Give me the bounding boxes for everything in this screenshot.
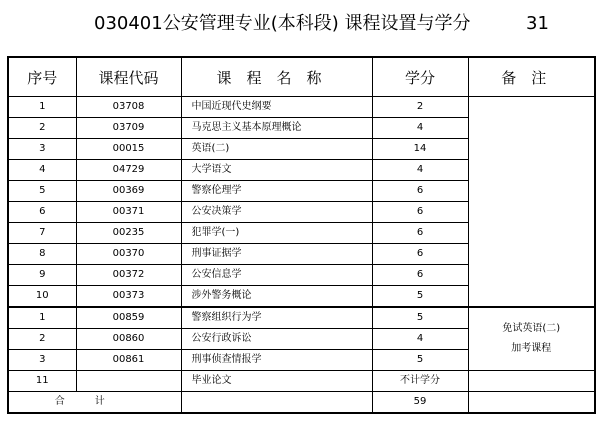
course-credits: 5: [372, 286, 468, 308]
course-code: 00859: [76, 307, 181, 329]
course-credits: 6: [372, 244, 468, 265]
course-code: 00371: [76, 202, 181, 223]
course-credits: 5: [372, 350, 468, 371]
column-header-name: 课程名称: [181, 57, 372, 97]
course-credits: 不计学分: [372, 371, 468, 392]
table-row: [8, 97, 595, 118]
course-credits: 6: [372, 223, 468, 244]
course-name: 大学语文: [181, 160, 372, 181]
course-code: [76, 371, 181, 392]
remarks-cell: [468, 371, 595, 392]
course-credits: 4: [372, 118, 468, 139]
course-code: 00015: [76, 139, 181, 160]
course-code: 00860: [76, 329, 181, 350]
course-code: 00861: [76, 350, 181, 371]
column-header-remarks: 备注: [468, 57, 595, 97]
course-credits: 6: [372, 181, 468, 202]
row-number: 1: [8, 307, 76, 329]
document-title: 030401公安管理专业(本科段) 课程设置与学分: [94, 13, 471, 34]
table-header-row: [8, 57, 595, 97]
course-credits: 6: [372, 265, 468, 286]
row-number: 3: [8, 139, 76, 160]
course-name: 马克思主义基本原理概论: [181, 118, 372, 139]
course-code: 03708: [76, 97, 181, 118]
thesis-row: [8, 371, 595, 392]
row-number: 9: [8, 265, 76, 286]
document-header: [0, 11, 601, 37]
exemption-note: [468, 307, 595, 371]
row-number: 4: [8, 160, 76, 181]
row-number: 2: [8, 118, 76, 139]
total-credits: 59: [372, 392, 468, 414]
row-number: 2: [8, 329, 76, 350]
row-number: 6: [8, 202, 76, 223]
course-name: 公安信息学: [181, 265, 372, 286]
course-name: 涉外警务概论: [181, 286, 372, 308]
course-name: 公安行政诉讼: [181, 329, 372, 350]
page-number: 31: [526, 13, 549, 34]
course-credits: 2: [372, 97, 468, 118]
course-code: 00372: [76, 265, 181, 286]
course-name: 公安决策学: [181, 202, 372, 223]
course-name: 警察组织行为学: [181, 307, 372, 329]
course-code: 00369: [76, 181, 181, 202]
course-code: 00370: [76, 244, 181, 265]
course-code: 03709: [76, 118, 181, 139]
row-number: 10: [8, 286, 76, 308]
exemption-note-line: 加考课程: [511, 343, 552, 354]
course-name: 刑事侦查情报学: [181, 350, 372, 371]
course-name: 警察伦理学: [181, 181, 372, 202]
total-name-cell: [181, 392, 372, 414]
course-credits: 6: [372, 202, 468, 223]
row-number: 3: [8, 350, 76, 371]
column-header-number: 序号: [8, 57, 76, 97]
row-number: 7: [8, 223, 76, 244]
exemption-note-line: 免试英语(二): [502, 323, 561, 334]
course-credits: 4: [372, 329, 468, 350]
column-header-credits: 学分: [372, 57, 468, 97]
row-number: 5: [8, 181, 76, 202]
remarks-cell: [468, 97, 595, 308]
total-label: 合计: [8, 392, 181, 414]
row-number: 1: [8, 97, 76, 118]
row-number: 8: [8, 244, 76, 265]
course-code: 00235: [76, 223, 181, 244]
column-header-code: 课程代码: [76, 57, 181, 97]
course-credits: 5: [372, 307, 468, 329]
total-row: [8, 392, 595, 414]
course-code: 00373: [76, 286, 181, 308]
course-code: 04729: [76, 160, 181, 181]
row-number: 11: [8, 371, 76, 392]
remarks-cell: [468, 392, 595, 414]
course-name: 毕业论文: [181, 371, 372, 392]
course-name: 犯罪学(一): [181, 223, 372, 244]
course-name: 英语(二): [181, 139, 372, 160]
table-row: [8, 307, 595, 329]
course-credits: 4: [372, 160, 468, 181]
course-name: 中国近现代史纲要: [181, 97, 372, 118]
course-credits: 14: [372, 139, 468, 160]
course-name: 刑事证据学: [181, 244, 372, 265]
course-table: [7, 56, 596, 414]
